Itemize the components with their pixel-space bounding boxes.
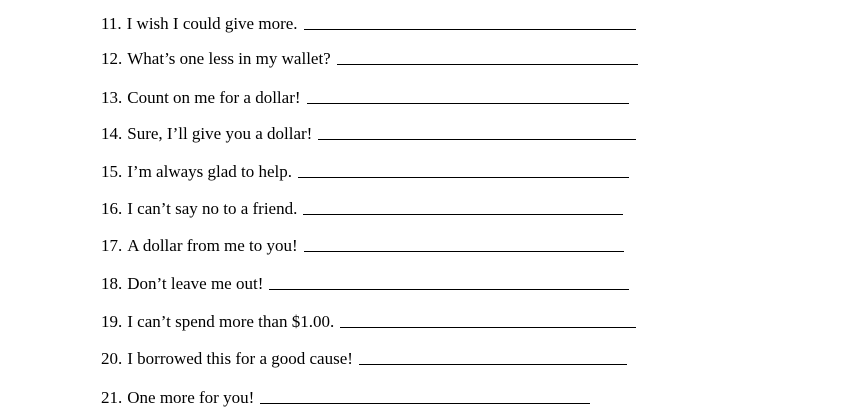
- item-number: 12.: [101, 49, 123, 68]
- item-prompt: What’s one less in my wallet?: [127, 49, 331, 68]
- item-prompt: I can’t say no to a friend.: [127, 199, 298, 218]
- item-prompt: I wish I could give more.: [126, 14, 298, 33]
- worksheet-item-13: [101, 84, 629, 108]
- worksheet-item-14: [101, 120, 636, 144]
- answer-blank[interactable]: [307, 103, 629, 104]
- worksheet-item-20: [101, 345, 627, 369]
- worksheet-item-12: [101, 45, 638, 69]
- item-number: 17.: [101, 236, 123, 255]
- answer-blank[interactable]: [269, 289, 629, 290]
- item-prompt: Count on me for a dollar!: [127, 88, 301, 107]
- item-prompt: I borrowed this for a good cause!: [127, 349, 353, 368]
- item-prompt: A dollar from me to you!: [127, 236, 298, 255]
- worksheet-item-21: [101, 384, 590, 408]
- answer-blank[interactable]: [340, 327, 636, 328]
- item-prompt: I’m always glad to help.: [127, 162, 293, 181]
- answer-blank[interactable]: [337, 64, 638, 65]
- answer-blank[interactable]: [303, 214, 623, 215]
- answer-blank[interactable]: [318, 139, 636, 140]
- answer-blank[interactable]: [260, 403, 590, 404]
- item-prompt: One more for you!: [127, 388, 255, 407]
- answer-blank[interactable]: [298, 177, 629, 178]
- item-number: 19.: [101, 312, 123, 331]
- worksheet-item-18: [101, 270, 629, 294]
- item-number: 18.: [101, 274, 123, 293]
- answer-blank[interactable]: [304, 29, 636, 30]
- worksheet-item-16: [101, 195, 623, 219]
- worksheet-item-15: [101, 158, 629, 182]
- worksheet-item-11: [101, 10, 636, 34]
- item-number: 16.: [101, 199, 123, 218]
- item-prompt: I can’t spend more than $1.00.: [127, 312, 335, 331]
- item-number: 21.: [101, 388, 123, 407]
- item-number: 14.: [101, 124, 123, 143]
- worksheet-item-19: [101, 308, 636, 332]
- item-prompt: Sure, I’ll give you a dollar!: [127, 124, 313, 143]
- item-number: 13.: [101, 88, 123, 107]
- item-prompt: Don’t leave me out!: [127, 274, 264, 293]
- worksheet-item-17: [101, 232, 624, 256]
- item-number: 20.: [101, 349, 123, 368]
- item-number: 15.: [101, 162, 123, 181]
- answer-blank[interactable]: [304, 251, 624, 252]
- answer-blank[interactable]: [359, 364, 627, 365]
- item-number: 11.: [101, 14, 122, 33]
